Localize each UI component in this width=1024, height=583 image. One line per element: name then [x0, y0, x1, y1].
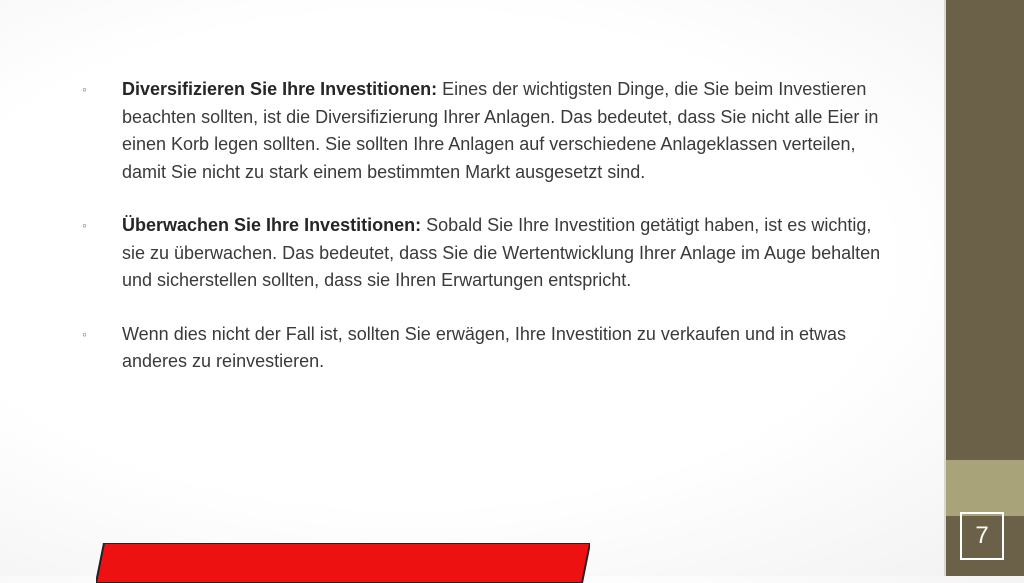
bullet-item [82, 76, 882, 186]
side-panel-light [946, 460, 1024, 516]
bullet-heading: Überwachen Sie Ihre Investitionen: [122, 215, 422, 235]
bullet-text: Wenn dies nicht der Fall ist, sollten Sie erwägen, Ihre Investition zu verkaufen und in etwas anderes zu reinvestieren. [122, 323, 847, 371]
bullet-item [82, 321, 882, 376]
red-banner [96, 543, 590, 583]
bullet-circle-icon: ◦ [82, 325, 87, 342]
bullet-circle-icon: ◦ [82, 217, 87, 233]
bullet-circle-icon: ◦ [82, 81, 87, 97]
side-panel [946, 0, 1024, 576]
side-panel-dark [946, 0, 1024, 460]
bullet-text: Eines der wichtigsten Dinge, die Sie beim Investieren beachten sollten, ist die Diversifizierung Ihrer Anlagen. Das bedeutet, dass Sie nicht alle Eier in einen Korb legen sollten. Sie sollten Ihre Anlagen auf verschiedene Anlageklassen verteilen, damit Sie nicht zu stark einem bestimmten Markt ausgesetzt sind. [122, 79, 879, 182]
bullet-item [82, 212, 882, 295]
red-banner-shape [96, 543, 590, 583]
slide-body [82, 76, 882, 402]
bullet-text: Sobald Sie Ihre Investition getätigt haben, ist es wichtig, sie zu überwachen. Das bedeutet, dass Sie die Wertentwicklung Ihrer Anlage im Auge behalten und sicherstellen sollten, dass sie Ihren Erwartungen entspricht. [122, 215, 881, 290]
bullet-heading: Diversifizieren Sie Ihre Investitionen: [122, 79, 438, 99]
page-number: 7 [960, 512, 1004, 560]
